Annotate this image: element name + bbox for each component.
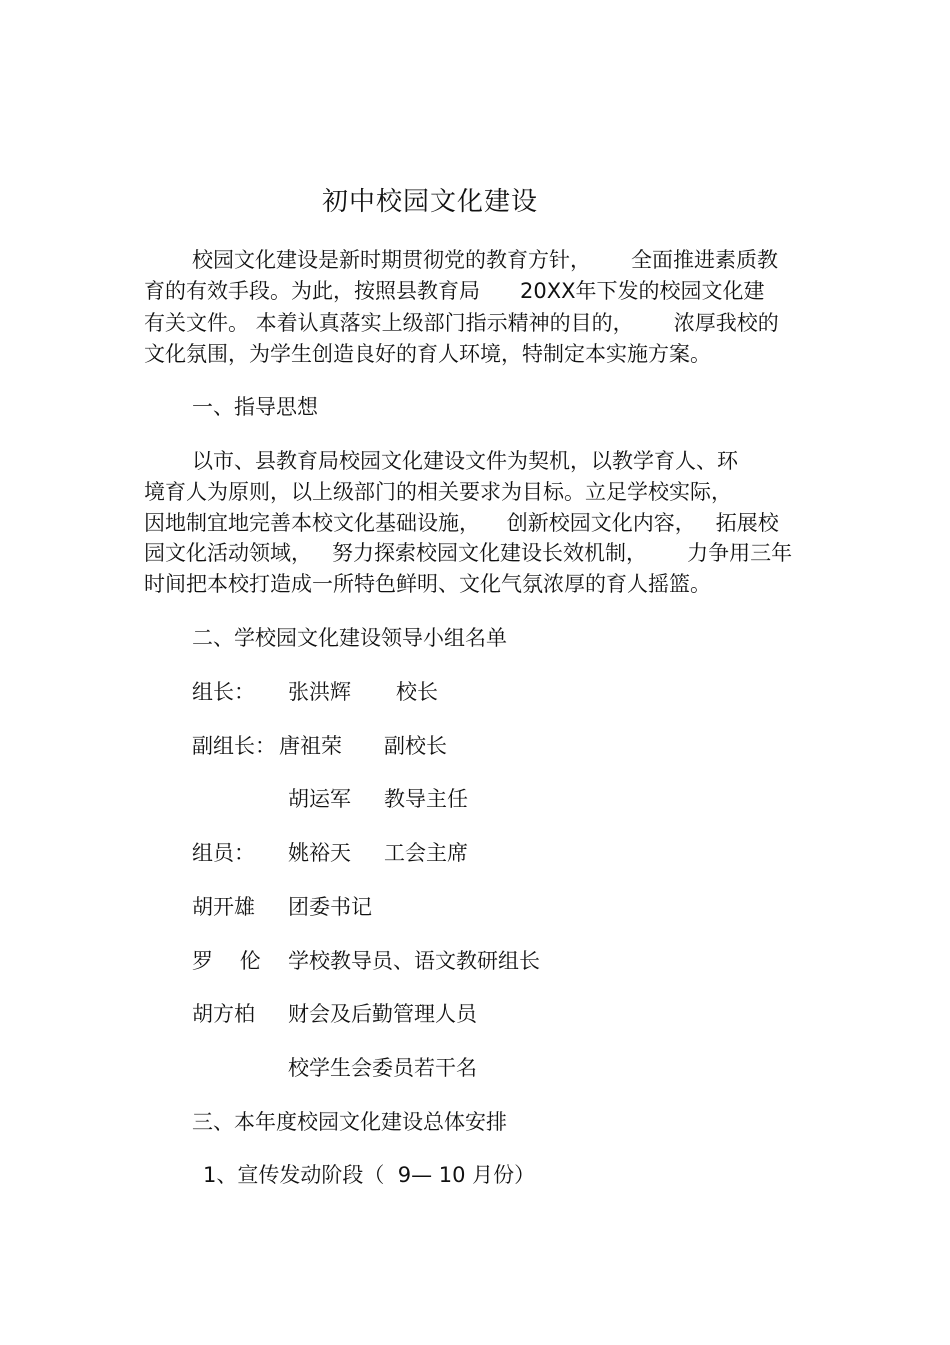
member-title: 副校长	[384, 734, 447, 758]
paragraph-line: 因地制宜地完善本校文化基础设施， 创新校园文化内容， 拓展校	[144, 511, 779, 535]
member-name: 学校教导员、语文教研组长	[288, 949, 540, 973]
schedule-item: 1、宣传发动阶段（ 9— 10 月份）	[203, 1163, 536, 1187]
member-title: 校长	[396, 680, 438, 704]
section-heading: 二、学校园文化建设领导小组名单	[192, 626, 507, 650]
paragraph-line: 文化氛围，为学生创造良好的育人环境，特制定本实施方案。	[144, 342, 711, 366]
member-role: 胡方柏	[192, 1002, 255, 1026]
member-role: 胡开雄	[192, 895, 255, 919]
member-name: 唐祖荣	[279, 734, 342, 758]
paragraph-line: 育的有效手段。为此，按照县教育局 20XX年下发的校园文化建	[144, 279, 765, 303]
member-name: 张洪辉	[288, 680, 351, 704]
section-heading: 一、指导思想	[192, 395, 318, 419]
paragraph-line: 园文化活动领域， 努力探索校园文化建设长效机制， 力争用三年	[144, 541, 793, 565]
member-role: 组长：	[192, 680, 255, 704]
paragraph-line: 境育人为原则，以上级部门的相关要求为目标。立足学校实际，	[144, 480, 732, 504]
member-name: 团委书记	[288, 895, 372, 919]
section-heading: 三、本年度校园文化建设总体安排	[192, 1110, 507, 1134]
member-name: 胡运军	[288, 787, 351, 811]
member-role: 罗 伦	[192, 949, 261, 973]
member-title: 工会主席	[384, 841, 468, 865]
paragraph-line: 有关文件。 本着认真落实上级部门指示精神的目的， 浓厚我校的	[144, 311, 779, 335]
member-role: 副组长：	[192, 734, 276, 758]
paragraph-line: 时间把本校打造成一所特色鲜明、文化气氛浓厚的育人摇篮。	[144, 572, 711, 596]
member-title: 教导主任	[384, 787, 468, 811]
paragraph-line: 校园文化建设是新时期贯彻党的教育方针， 全面推进素质教	[192, 248, 779, 272]
member-role: 组员：	[192, 841, 255, 865]
member-name: 校学生会委员若干名	[288, 1056, 477, 1080]
member-name: 姚裕天	[288, 841, 351, 865]
document-title: 初中校园文化建设	[322, 187, 539, 217]
paragraph-line: 以市、县教育局校园文化建设文件为契机，以教学育人、环	[192, 449, 738, 473]
member-name: 财会及后勤管理人员	[288, 1002, 477, 1026]
